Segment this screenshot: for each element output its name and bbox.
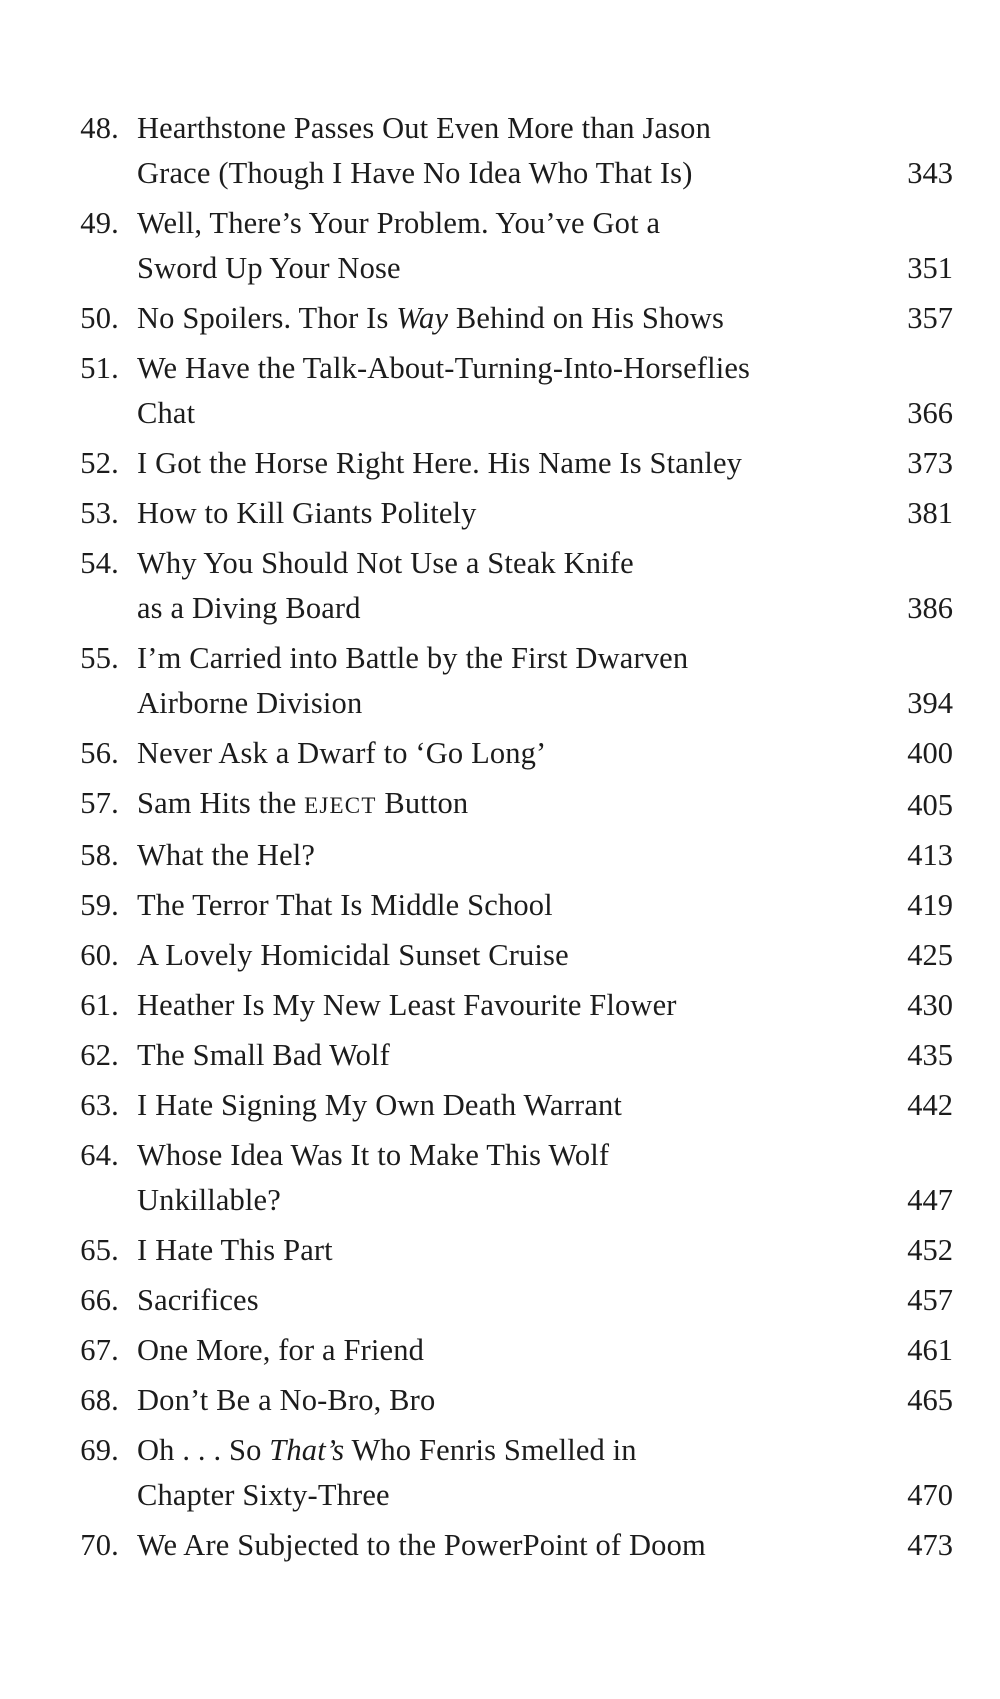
- chapter-number: 53.: [80, 496, 119, 530]
- chapter-title-fragment: Whose Idea Was It to Make This Wolf: [137, 1138, 610, 1172]
- chapter-title-line: [137, 391, 827, 436]
- chapter-title: [137, 636, 827, 726]
- chapter-title: [137, 441, 827, 486]
- chapter-title-line: [137, 781, 827, 828]
- chapter-title: [137, 781, 827, 828]
- toc-entry: [0, 731, 1000, 776]
- page-number: 366: [907, 396, 953, 430]
- toc-entry: [0, 491, 1000, 536]
- page-number: 386: [907, 591, 953, 625]
- toc-entry: [0, 636, 1000, 726]
- chapter-title-fragment: A Lovely Homicidal Sunset Cruise: [137, 938, 569, 972]
- chapter-title-line: [137, 833, 827, 878]
- page-number: 413: [907, 838, 953, 872]
- chapter-title-fragment: Heather Is My New Least Favourite Flower: [137, 988, 677, 1022]
- chapter-number: 56.: [80, 736, 119, 770]
- chapter-number: 54.: [80, 546, 119, 580]
- chapter-title: [137, 1428, 827, 1518]
- chapter-title-line: [137, 1278, 827, 1323]
- chapter-title-line: [137, 731, 827, 776]
- chapter-number: 60.: [80, 938, 119, 972]
- chapter-title-line: [137, 1133, 827, 1178]
- chapter-title: [137, 201, 827, 291]
- page-number: 400: [907, 736, 953, 770]
- chapter-title: [137, 833, 827, 878]
- toc-entry: [0, 833, 1000, 878]
- chapter-title-line: [137, 1428, 827, 1473]
- toc-entry: [0, 1133, 1000, 1223]
- chapter-title-line: [137, 933, 827, 978]
- chapter-title-fragment: I Hate Signing My Own Death Warrant: [137, 1088, 623, 1122]
- chapter-title-fragment: Hearthstone Passes Out Even More than Jason: [137, 111, 711, 145]
- page-number: 461: [907, 1333, 953, 1367]
- page-number: 343: [907, 156, 953, 190]
- chapter-title-fragment: The Terror That Is Middle School: [137, 888, 553, 922]
- page-number: 357: [907, 301, 953, 335]
- toc-entry: [0, 1278, 1000, 1323]
- chapter-title-line: [137, 1228, 827, 1273]
- page-number: 425: [907, 938, 953, 972]
- chapter-title: [137, 1278, 827, 1323]
- chapter-number: 52.: [80, 446, 119, 480]
- chapter-number: 55.: [80, 641, 119, 675]
- chapter-title-fragment: Never Ask a Dwarf to ‘Go Long’: [137, 736, 547, 770]
- chapter-title-fragment: Way: [396, 301, 449, 335]
- chapter-number: 48.: [80, 111, 119, 145]
- chapter-title-line: [137, 1178, 827, 1223]
- chapter-number: 62.: [80, 1038, 119, 1072]
- chapter-title: [137, 1328, 827, 1373]
- chapter-title-fragment: We Are Subjected to the PowerPoint of Doom: [137, 1528, 706, 1562]
- chapter-number: 49.: [80, 206, 119, 240]
- chapter-title-line: [137, 346, 827, 391]
- chapter-title: [137, 541, 827, 631]
- toc-entry: [0, 1228, 1000, 1273]
- toc-entry: [0, 201, 1000, 291]
- chapter-title-line: [137, 1473, 827, 1518]
- chapter-title: [137, 1228, 827, 1273]
- chapter-title-fragment: That’s: [269, 1433, 345, 1467]
- chapter-title-line: [137, 541, 827, 586]
- chapter-title-line: [137, 201, 827, 246]
- page-number: 430: [907, 988, 953, 1022]
- chapter-title-line: [137, 246, 827, 291]
- chapter-title-fragment: What the Hel?: [137, 838, 316, 872]
- chapter-number: 70.: [80, 1528, 119, 1562]
- toc-entry: [0, 541, 1000, 631]
- toc-entry: [0, 1428, 1000, 1518]
- chapter-title: [137, 933, 827, 978]
- chapter-title: [137, 731, 827, 776]
- page-number: 381: [907, 496, 953, 530]
- page-number: 473: [907, 1528, 953, 1562]
- chapter-number: 58.: [80, 838, 119, 872]
- chapter-number: 69.: [80, 1433, 119, 1467]
- toc-entry: [0, 1378, 1000, 1423]
- chapter-title-line: [137, 441, 827, 486]
- chapter-title: [137, 346, 827, 436]
- chapter-title-line: [137, 151, 827, 196]
- chapter-number: 57.: [80, 786, 119, 820]
- chapter-title-fragment: Sam Hits the: [137, 786, 305, 820]
- chapter-title-fragment: How to Kill Giants Politely: [137, 496, 477, 530]
- chapter-title-fragment: No Spoilers. Thor Is: [137, 301, 397, 335]
- chapter-title-fragment: Grace (Though I Have No Idea Who That Is): [137, 156, 693, 190]
- chapter-title-fragment: I’m Carried into Battle by the First Dwarven: [137, 641, 689, 675]
- chapter-number: 65.: [80, 1233, 119, 1267]
- toc-entry: [0, 346, 1000, 436]
- toc-entry: [0, 983, 1000, 1028]
- chapter-title-fragment: Don’t Be a No-Bro, Bro: [137, 1383, 436, 1417]
- chapter-title: [137, 1523, 827, 1568]
- page-number: 435: [907, 1038, 953, 1072]
- chapter-title-fragment: Chat: [137, 396, 196, 430]
- page-number: 351: [907, 251, 953, 285]
- chapter-title-line: [137, 1378, 827, 1423]
- chapter-title-fragment: I Got the Horse Right Here. His Name Is Stanley: [137, 446, 743, 480]
- chapter-title-fragment: Who Fenris Smelled in: [344, 1433, 637, 1467]
- chapter-title-fragment: Oh . . . So: [137, 1433, 270, 1467]
- chapter-title: [137, 296, 827, 341]
- chapter-title-line: [137, 1328, 827, 1373]
- chapter-title-fragment: I Hate This Part: [137, 1233, 333, 1267]
- chapter-title-fragment: Sword Up Your Nose: [137, 251, 401, 285]
- toc-entry: [0, 883, 1000, 928]
- chapter-title-line: [137, 586, 827, 631]
- page-number: 405: [907, 788, 953, 822]
- chapter-title: [137, 491, 827, 536]
- toc-entry: [0, 933, 1000, 978]
- chapter-title-fragment: Button: [376, 786, 469, 820]
- toc-entry: [0, 1523, 1000, 1568]
- chapter-title-fragment: Sacrifices: [137, 1283, 259, 1317]
- chapter-title-fragment: Behind on His Shows: [448, 301, 724, 335]
- chapter-title-line: [137, 106, 827, 151]
- chapter-title: [137, 1083, 827, 1128]
- chapter-title-line: [137, 1083, 827, 1128]
- page-number: 465: [907, 1383, 953, 1417]
- chapter-title-fragment: Airborne Division: [137, 686, 363, 720]
- chapter-title-fragment: Chapter Sixty-Three: [137, 1478, 390, 1512]
- chapter-title-line: [137, 681, 827, 726]
- chapter-title: [137, 1133, 827, 1223]
- chapter-title-fragment: EJECT: [304, 793, 377, 818]
- chapter-number: 59.: [80, 888, 119, 922]
- chapter-title-fragment: Well, There’s Your Problem. You’ve Got a: [137, 206, 661, 240]
- chapter-title-line: [137, 1523, 827, 1568]
- chapter-title-fragment: Unkillable?: [137, 1183, 281, 1217]
- toc-entry: [0, 781, 1000, 828]
- chapter-title-fragment: Why You Should Not Use a Steak Knife: [137, 546, 634, 580]
- page-number: 394: [907, 686, 953, 720]
- chapter-number: 51.: [80, 351, 119, 385]
- chapter-title-line: [137, 296, 827, 341]
- table-of-contents: [0, 106, 1000, 1573]
- toc-entry: [0, 441, 1000, 486]
- chapter-title-fragment: The Small Bad Wolf: [137, 1038, 390, 1072]
- chapter-number: 50.: [80, 301, 119, 335]
- chapter-title-line: [137, 1033, 827, 1078]
- toc-entry: [0, 106, 1000, 196]
- page-number: 373: [907, 446, 953, 480]
- toc-entry: [0, 296, 1000, 341]
- toc-entry: [0, 1083, 1000, 1128]
- chapter-title: [137, 106, 827, 196]
- chapter-title-fragment: We Have the Talk-About-Turning-Into-Horseflies: [137, 351, 751, 385]
- page-number: 442: [907, 1088, 953, 1122]
- chapter-number: 68.: [80, 1383, 119, 1417]
- page-number: 470: [907, 1478, 953, 1512]
- chapter-number: 63.: [80, 1088, 119, 1122]
- page-number: 447: [907, 1183, 953, 1217]
- chapter-title-line: [137, 983, 827, 1028]
- chapter-title: [137, 983, 827, 1028]
- toc-entry: [0, 1033, 1000, 1078]
- chapter-title-fragment: One More, for a Friend: [137, 1333, 425, 1367]
- chapter-title-line: [137, 491, 827, 536]
- page-number: 457: [907, 1283, 953, 1317]
- chapter-title-fragment: as a Diving Board: [137, 591, 361, 625]
- chapter-number: 67.: [80, 1333, 119, 1367]
- page-number: 452: [907, 1233, 953, 1267]
- chapter-title-line: [137, 636, 827, 681]
- chapter-title-line: [137, 883, 827, 928]
- chapter-number: 61.: [80, 988, 119, 1022]
- chapter-number: 66.: [80, 1283, 119, 1317]
- chapter-title: [137, 1378, 827, 1423]
- toc-entry: [0, 1328, 1000, 1373]
- chapter-number: 64.: [80, 1138, 119, 1172]
- chapter-title: [137, 883, 827, 928]
- page-number: 419: [907, 888, 953, 922]
- chapter-title: [137, 1033, 827, 1078]
